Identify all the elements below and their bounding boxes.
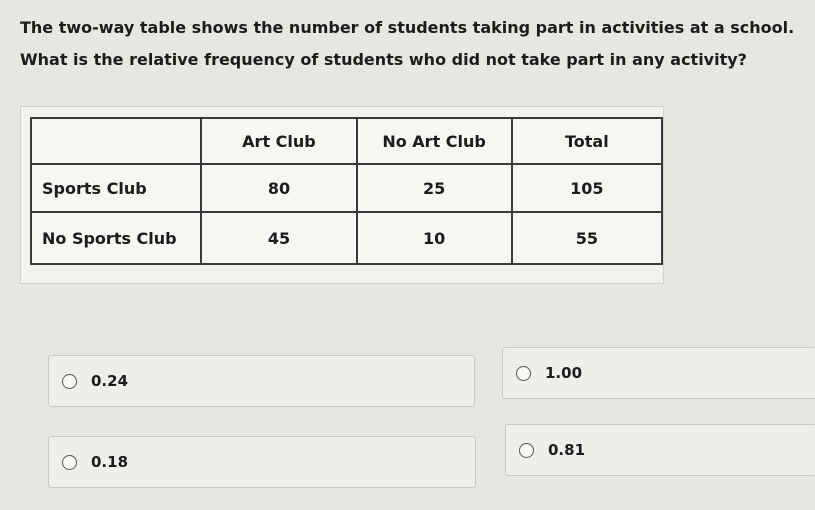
question-line-1: The two-way table shows the number of students taking part in activities at a school. [20, 18, 795, 37]
radio-button-icon[interactable] [62, 455, 77, 470]
radio-button-icon[interactable] [519, 443, 534, 458]
two-way-table-panel [20, 106, 664, 284]
table-row [31, 212, 662, 264]
table-cell: 55 [512, 212, 662, 264]
row-label-no-sports-club: No Sports Club [31, 212, 201, 264]
table-header-no-art-club: No Art Club [357, 118, 512, 164]
row-label-sports-club: Sports Club [31, 164, 201, 212]
choice-label: 1.00 [545, 364, 583, 382]
table-cell: 80 [201, 164, 356, 212]
table-cell: 105 [512, 164, 662, 212]
table-cell: 25 [357, 164, 512, 212]
radio-button-icon[interactable] [62, 374, 77, 389]
two-way-table [30, 117, 663, 265]
choice-label: 0.81 [548, 441, 586, 459]
choice-label: 0.24 [91, 372, 129, 390]
answer-choice-b[interactable] [502, 347, 815, 399]
table-cell: 10 [357, 212, 512, 264]
table-header-row [31, 118, 662, 164]
table-cell: 45 [201, 212, 356, 264]
question-line-2: What is the relative frequency of students who did not take part in any activity? [20, 50, 747, 69]
answer-choice-d[interactable] [505, 424, 815, 476]
answer-choice-c[interactable] [48, 436, 476, 488]
table-header-total: Total [512, 118, 662, 164]
choice-label: 0.18 [91, 453, 129, 471]
question-text [20, 12, 794, 76]
radio-button-icon[interactable] [516, 366, 531, 381]
table-header-cell-empty [31, 118, 201, 164]
answer-choice-a[interactable] [48, 355, 475, 407]
table-header-art-club: Art Club [201, 118, 356, 164]
table-row [31, 164, 662, 212]
